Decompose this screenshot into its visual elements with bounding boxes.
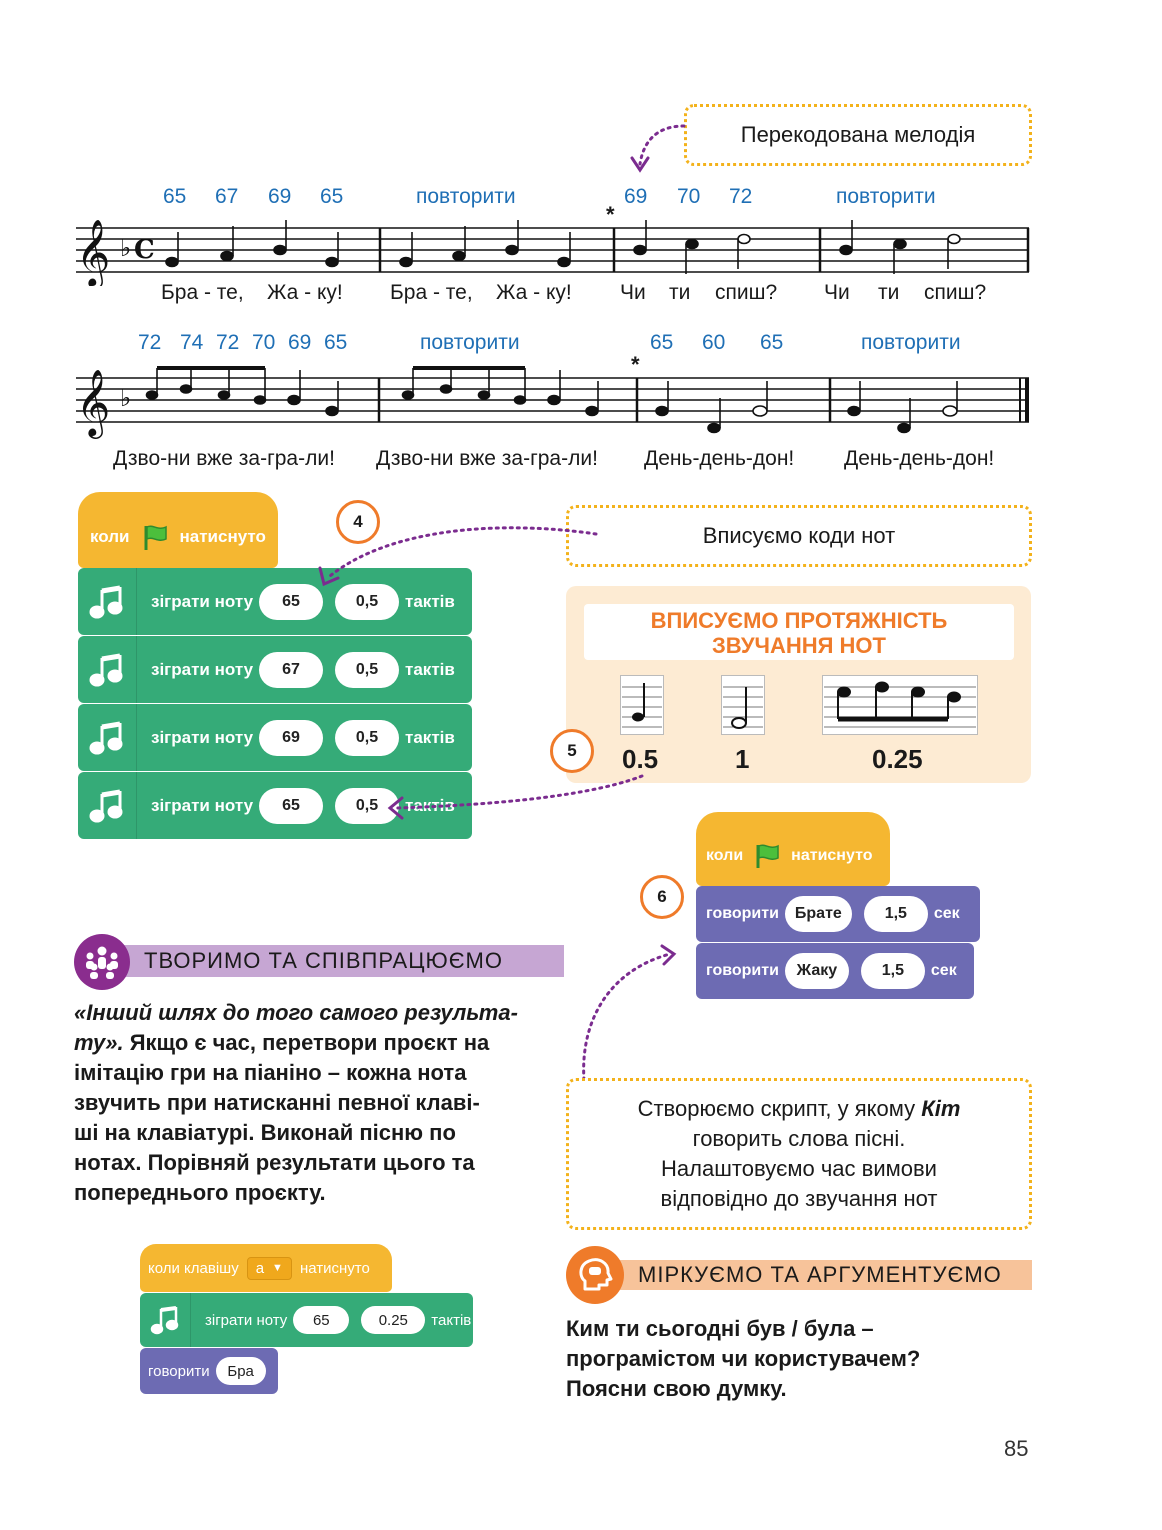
say-label: говорити [706,962,779,979]
svg-text:𝄞: 𝄞 [76,368,111,436]
beats-label: тактів [405,591,455,611]
beats-input[interactable]: 0,5 [335,720,399,756]
lyric: Бра - те, [161,281,244,304]
note-number: 65 [650,331,674,354]
note-input[interactable]: 69 [259,720,323,756]
callout-script-description [566,1078,1032,1230]
marker-asterisk: * [631,352,640,377]
dotted-arrow-icon [300,520,600,590]
callout-enter-note-codes [566,505,1032,567]
duration-value: 1 [735,744,750,774]
body-line: програмістом чи користувачем? [566,1346,921,1371]
play-note-label: зіграти ноту [205,1311,288,1329]
green-flag-icon [140,522,170,552]
play-note-block-3[interactable] [78,704,472,771]
beats-input[interactable]: 0.25 [361,1306,425,1334]
duration-value: 0.5 [622,744,659,774]
section-think-header [604,1260,1032,1290]
callout-script-line1 [638,1094,961,1124]
note-number: 60 [702,331,726,354]
beats-input[interactable]: 0,5 [335,584,399,620]
say-block[interactable] [140,1348,278,1394]
note-input[interactable]: 67 [259,652,323,688]
step-number: 4 [353,512,363,531]
lyric: Жа - ку! [267,281,343,304]
note-input[interactable]: 65 [293,1306,349,1334]
lyric: ти [878,281,900,304]
body-line: звучить при натисканні певної клаві- [74,1090,480,1115]
page-number: 85 [1004,1436,1029,1461]
step-number: 6 [657,887,667,906]
italic-task-title: «Інший шлях до того самого результа-ту». [74,1000,518,1055]
music-notes-icon [140,1293,191,1347]
lyric: Дзво-ни вже за-гра-ли! [376,447,598,470]
hat-clicked-label: натиснуто [791,847,873,864]
svg-text:♭: ♭ [120,234,132,262]
duration-value: 0.25 [872,744,923,774]
play-note-block-2[interactable] [78,636,472,703]
repeat-label: повторити [416,185,516,208]
eighth-notes-icon [822,675,978,735]
hat-when-label: коли [706,847,744,864]
say-label: говорити [148,1362,210,1380]
note-number: 72 [138,331,162,354]
music-notes-icon [78,636,137,703]
say-text-input[interactable]: Жаку [785,953,849,989]
hat-when-label: коли [90,527,130,546]
note-number: 67 [215,185,239,208]
note-number: 65 [163,185,187,208]
say-block-2[interactable] [696,943,974,999]
music-notes-icon [78,704,137,771]
seconds-label: сек [933,905,960,922]
body-line: імітацію гри на піаніно – кожна нота [74,1060,467,1085]
callout-recoded-melody [684,104,1032,166]
step-number: 5 [567,741,577,760]
say-text-input[interactable]: Бра [216,1357,266,1385]
beats-label: тактів [405,795,455,815]
note-number: 70 [677,185,701,208]
note-number: 69 [624,185,648,208]
green-flag-icon [753,842,781,870]
lyric: Дзво-ни вже за-гра-ли! [113,447,335,470]
music-notes-icon [78,772,137,839]
play-note-label: зіграти ноту [151,591,254,611]
svg-text:C: C [134,235,155,265]
beats-input[interactable]: 0,5 [335,652,399,688]
seconds-input[interactable]: 1,5 [861,953,925,989]
section-think-body [566,1314,1026,1404]
dotted-arrow-icon [380,770,650,822]
hat-when-label: коли клавішу [148,1259,239,1277]
say-block-1[interactable] [696,886,980,942]
note-number: 69 [288,331,312,354]
play-note-block[interactable] [140,1293,473,1347]
callout-script-line3: Налаштовуємо час вимови [661,1156,937,1181]
dotted-arrow-icon [620,118,692,178]
svg-text:♭: ♭ [120,384,132,412]
dotted-arrow-icon [570,940,690,1090]
body-line: Ким ти сьогодні був / була – [566,1316,874,1341]
body-line: ші на клавіатурі. Виконай пісню по [74,1120,456,1145]
repeat-label: повторити [836,185,936,208]
music-notes-icon [78,568,137,635]
thinking-head-icon [566,1246,624,1304]
section-create-title: ТВОРИМО ТА СПІВПРАЦЮЄМО [144,948,503,973]
when-flag-clicked-block[interactable] [78,492,278,568]
hat-clicked-label: натиснуто [179,527,266,546]
beats-label: тактів [405,727,455,747]
lyric: Жа - ку! [496,281,572,304]
step-6-badge [640,875,684,919]
dropdown-arrow-icon: ▼ [272,1262,283,1274]
seconds-label: сек [930,962,957,979]
play-note-label: зіграти ноту [151,727,254,747]
body-text: Якщо є час, перетвори проєкт на [129,1030,490,1055]
key-value: a [255,1259,265,1277]
note-input[interactable]: 65 [259,788,323,824]
lyric: спиш? [924,281,987,304]
staff-1 [74,210,1034,286]
lyric: Чи [620,281,646,304]
repeat-label: повторити [420,331,520,354]
body-line: попереднього проєкту. [74,1180,326,1205]
body-line: Поясни свою думку. [566,1376,787,1401]
quarter-note-icon [620,675,664,735]
say-text-input[interactable]: Брате [785,896,852,932]
step-5-badge [550,729,594,773]
callout-script-line2: говорить слова пісні. [692,1126,906,1151]
section-create-body [74,998,532,1208]
note-number: 72 [729,185,753,208]
half-note-icon [721,675,765,735]
note-number: 72 [216,331,240,354]
lyric: День-день-дон! [844,447,995,470]
team-icon [74,934,130,990]
when-flag-clicked-block[interactable] [696,812,890,886]
callout-script-line4: відповідно до звучання нот [660,1186,938,1211]
note-input[interactable]: 65 [259,584,323,620]
note-number: 65 [760,331,784,354]
seconds-input[interactable]: 1,5 [864,896,928,932]
callout-recoded-melody-text: Перекодована мелодія [740,122,976,147]
section-think-title: МІРКУЄМО ТА АРГУМЕНТУЄМО [638,1262,1002,1287]
duration-title-box [584,604,1014,660]
duration-title-line2: ЗВУЧАННЯ НОТ [711,633,886,658]
callout-enter-note-codes-text: Вписуємо коди нот [702,523,896,548]
lyric: Чи [824,281,850,304]
body-line: нотах. Порівняй результати цього та [74,1150,475,1175]
play-note-label: зіграти ноту [151,795,254,815]
say-label: говорити [706,905,779,922]
note-number: 65 [324,331,348,354]
body-line [74,998,532,1058]
cat-name: Кіт [921,1096,961,1121]
marker-asterisk: * [606,202,615,227]
section-create-header [104,945,564,977]
staff-2 [74,360,1034,440]
when-key-pressed-block[interactable] [140,1244,392,1292]
callout-script-line1-text: Створюємо скрипт, у якому [637,1096,922,1121]
lyric: День-день-дон! [644,447,795,470]
beats-input[interactable]: 0,5 [335,788,399,824]
note-number: 74 [180,331,204,354]
note-number: 65 [320,185,344,208]
note-number: 70 [252,331,276,354]
duration-title-line1: ВПИСУЄМО ПРОТЯЖНІСТЬ [650,608,948,633]
lyric: спиш? [715,281,778,304]
hat-clicked-label: натиснуто [299,1259,370,1277]
svg-text:𝄞: 𝄞 [76,218,111,286]
lyric: ти [669,281,691,304]
beats-label: тактів [431,1311,472,1329]
key-dropdown[interactable] [247,1257,292,1280]
note-number: 69 [268,185,292,208]
beats-label: тактів [405,659,455,679]
play-note-label: зіграти ноту [151,659,254,679]
lyric: Бра - те, [390,281,473,304]
repeat-label: повторити [861,331,961,354]
